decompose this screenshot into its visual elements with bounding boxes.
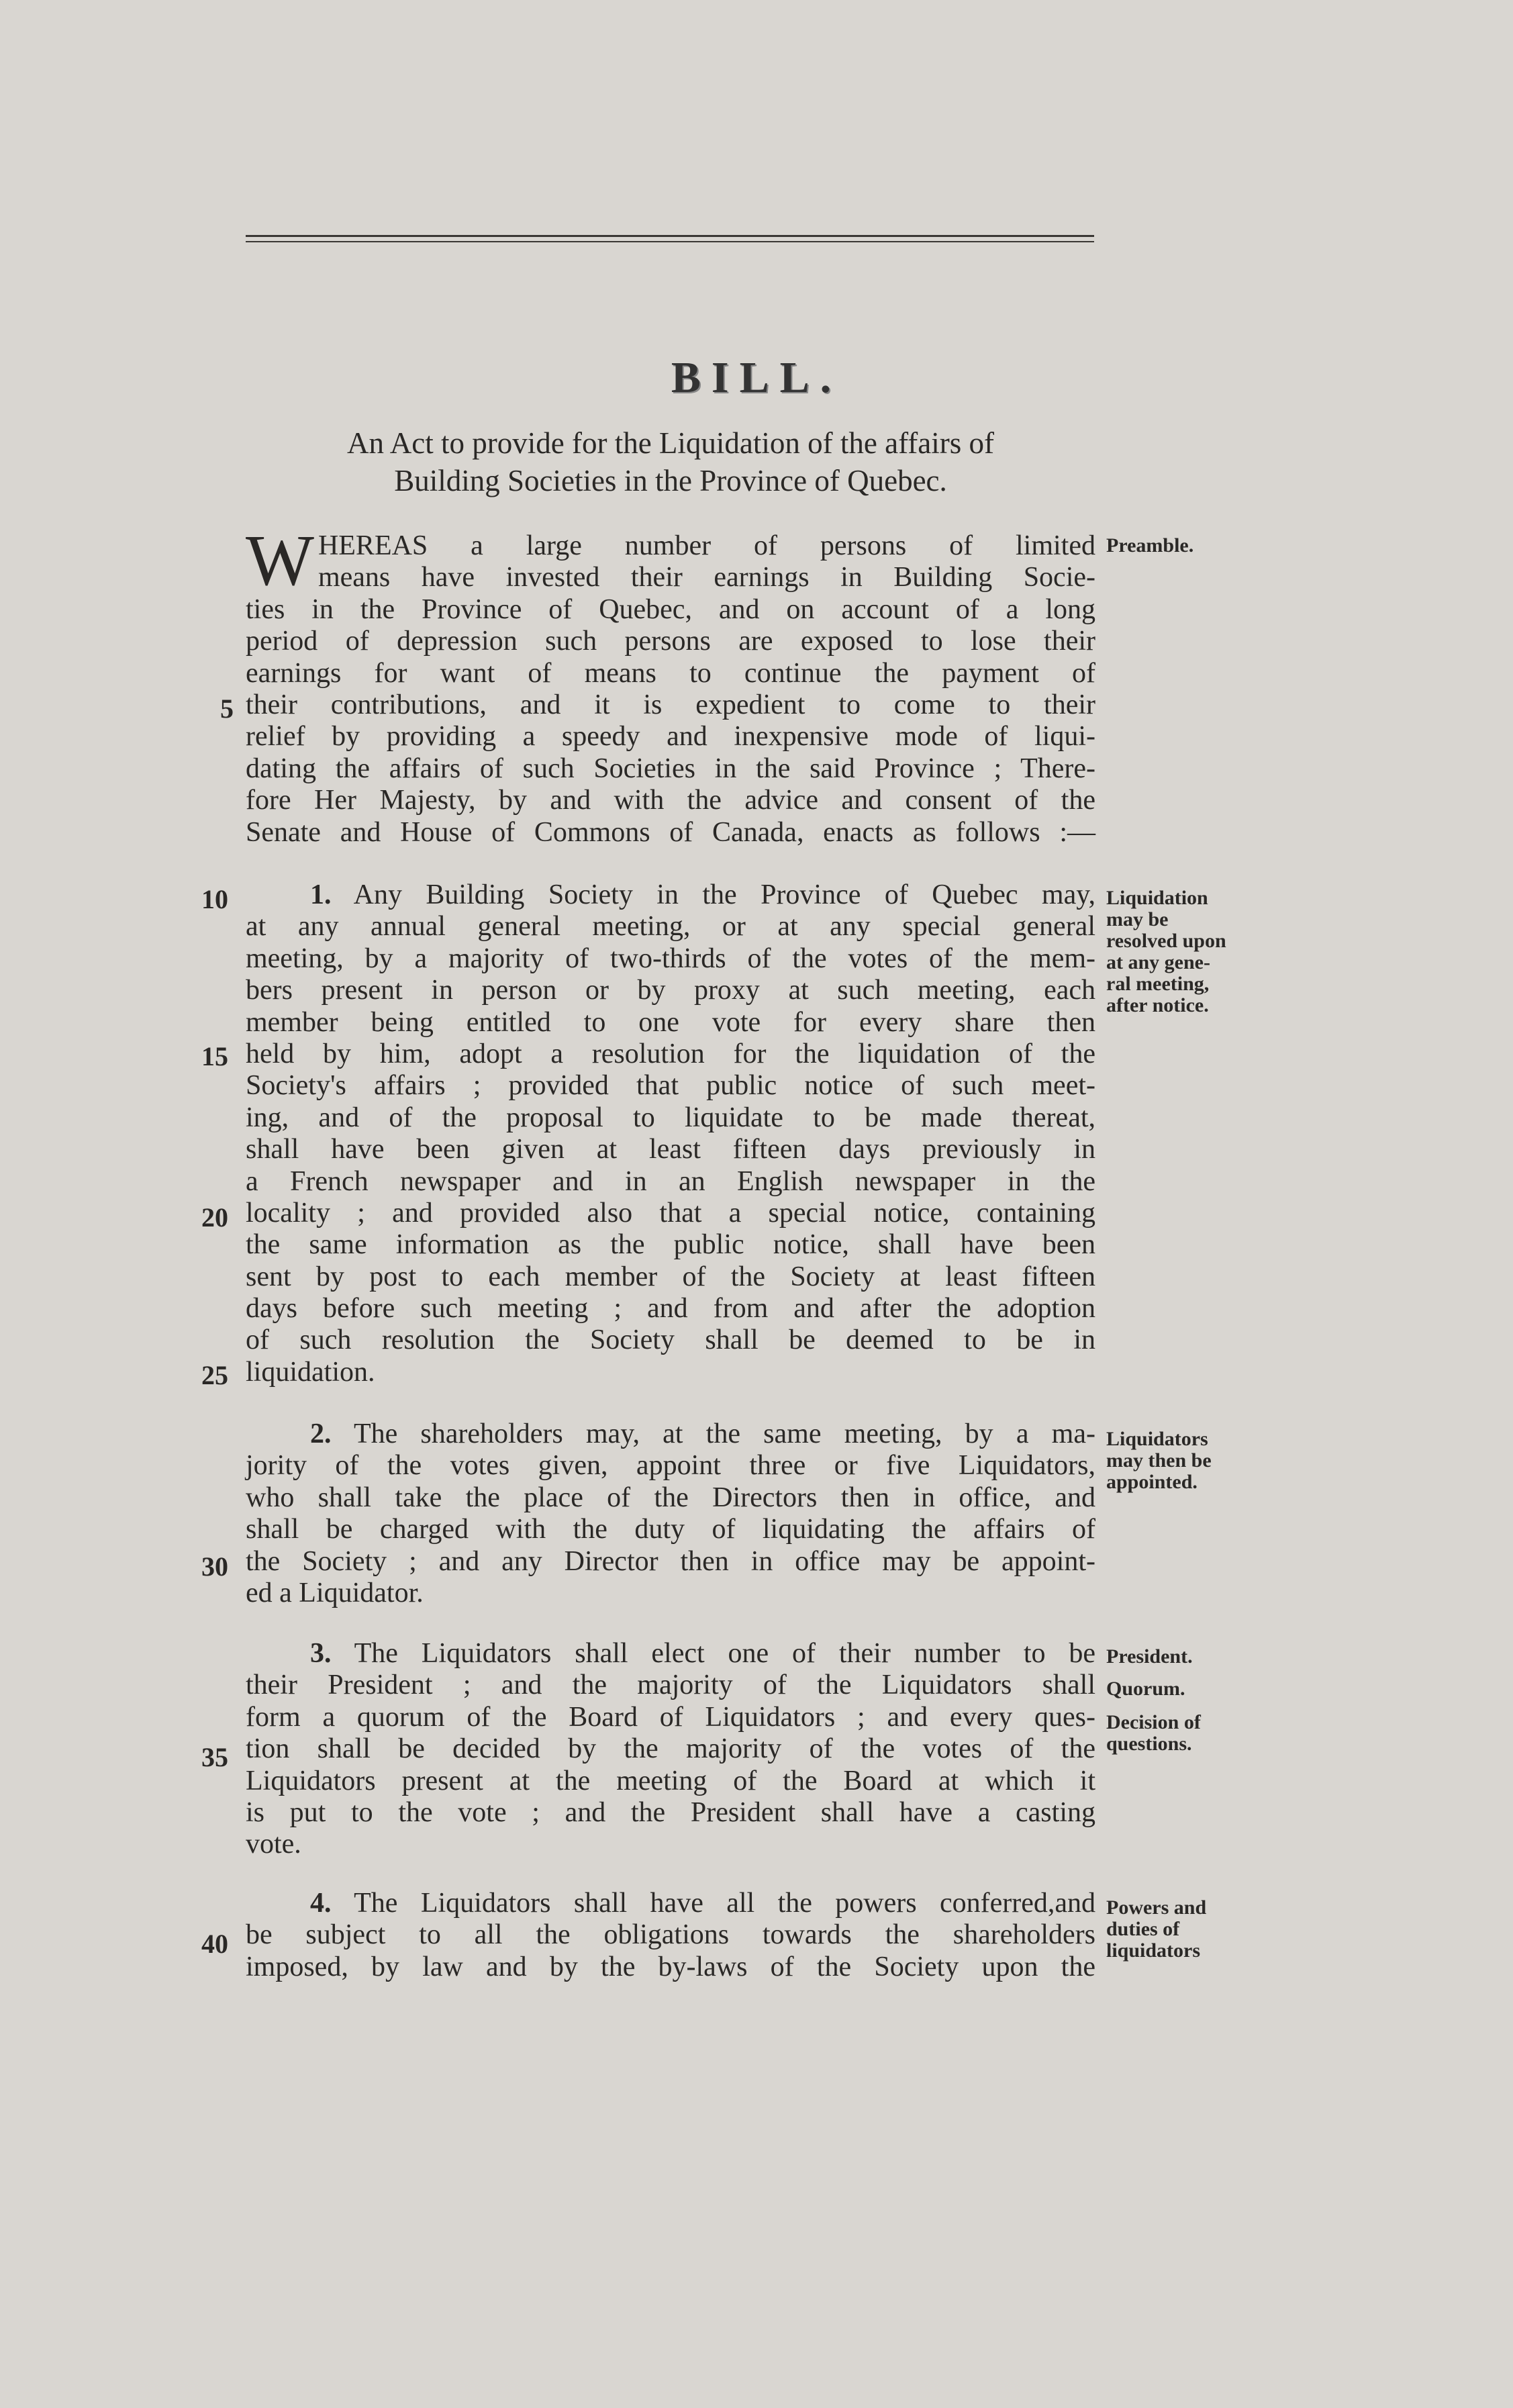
- text-line: meeting, by a majority of two-thirds of the votes of the mem-: [246, 943, 1095, 974]
- margin-note-line: Decision of: [1106, 1711, 1201, 1733]
- text-line: ed a Liquidator.: [246, 1577, 424, 1608]
- text-line: relief by providing a speedy and inexpensive mode of liqui-: [246, 721, 1095, 753]
- drop-cap: W: [246, 521, 314, 601]
- section-first-line: [246, 1888, 1095, 1919]
- text-line: days before such meeting ; and from and after the adoption: [246, 1293, 1095, 1325]
- section-2-paragraph: [246, 1418, 1095, 1609]
- margin-note-decision: [1106, 1712, 1274, 1755]
- text-line: of such resolution the Society shall be deemed to be in: [246, 1325, 1095, 1356]
- line-number: 30: [201, 1551, 228, 1582]
- text-line: a French newspaper and in an English newspaper in the: [246, 1165, 1095, 1197]
- text-line: shall have been given at least fifteen days previously in: [246, 1134, 1095, 1165]
- line-number: 5: [220, 693, 234, 724]
- margin-note-powers: [1106, 1897, 1274, 1962]
- text-run: Any Building Society in the Province of Quebec may,: [353, 879, 1096, 910]
- text-line: their President ; and the majority of the Liquidators shall: [246, 1670, 1095, 1701]
- text-line: dating the affairs of such Societies in the said Province ; There-: [246, 753, 1095, 784]
- text-line: held by him, adopt a resolution for the liquidation of the: [246, 1038, 1095, 1069]
- section-number: 2.: [310, 1418, 332, 1449]
- margin-note-line: may then be: [1106, 1449, 1212, 1472]
- section-number: 1.: [310, 879, 332, 910]
- text-line: vote.: [246, 1829, 301, 1860]
- margin-note-line: at any gene-: [1106, 951, 1210, 973]
- margin-note-line: after notice.: [1106, 994, 1209, 1016]
- text-line: the Society ; and any Director then in office may be appoint-: [246, 1545, 1095, 1577]
- line-number: 25: [201, 1360, 228, 1390]
- margin-note-line: questions.: [1106, 1733, 1192, 1755]
- preamble-paragraph: [246, 521, 1095, 849]
- text-line: earnings for want of means to continue the payment of: [246, 657, 1095, 689]
- section-first-line: [246, 1418, 1095, 1450]
- margin-note-line: Quorum.: [1106, 1678, 1185, 1700]
- text-line: shall be charged with the duty of liquidating the affairs of: [246, 1514, 1095, 1545]
- subtitle-line: An Act to provide for the Liquidation of the affairs of: [347, 426, 994, 460]
- margin-note-president: [1106, 1646, 1274, 1668]
- line-number: 10: [201, 884, 228, 914]
- line-number: 20: [201, 1202, 228, 1233]
- margin-note-line: may be: [1106, 908, 1169, 930]
- text-line: form a quorum of the Board of Liquidators ; and every ques-: [246, 1701, 1095, 1733]
- margin-note-line: Preamble.: [1106, 534, 1194, 557]
- margin-note-line: resolved upon: [1106, 930, 1226, 952]
- section-1-paragraph: [246, 879, 1095, 1388]
- text-line: ties in the Province of Quebec, and on account of a long: [246, 593, 1095, 625]
- text-line: ing, and of the proposal to liquidate to be made thereat,: [246, 1102, 1095, 1133]
- text-line: the same information as the public notice, shall have been: [246, 1229, 1095, 1261]
- text-line: period of depression such persons are exposed to lose their: [246, 626, 1095, 657]
- header-rule-top: [246, 235, 1094, 237]
- text-line: locality ; and provided also that a special notice, containing: [246, 1197, 1095, 1229]
- text-line: means have invested their earnings in Building Socie-: [318, 562, 1095, 593]
- text-line: imposed, by law and by the by-laws of the Society upon the: [246, 1951, 1095, 1982]
- text-line: HEREAS a large number of persons of limited: [318, 530, 1095, 561]
- text-line: be subject to all the obligations towards the shareholders: [246, 1919, 1095, 1951]
- line-number: 15: [201, 1041, 228, 1071]
- margin-note-line: appointed.: [1106, 1471, 1198, 1493]
- text-line: Liquidators present at the meeting of the Board at which it: [246, 1765, 1095, 1796]
- margin-note-line: Liquidation: [1106, 887, 1208, 909]
- margin-note-preamble: [1106, 535, 1274, 557]
- section-first-line: [246, 879, 1095, 911]
- text-line: jority of the votes given, appoint three or five Liquidators,: [246, 1450, 1095, 1482]
- margin-note-line: Powers and: [1106, 1896, 1207, 1919]
- section-4-paragraph: [246, 1888, 1095, 1983]
- text-line: member being entitled to one vote for every share then: [246, 1006, 1095, 1038]
- margin-note-line: liquidators: [1106, 1939, 1201, 1962]
- text-line: fore Her Majesty, by and with the advice and consent of the: [246, 785, 1095, 816]
- text-line: Society's affairs ; provided that public notice of such meet-: [246, 1070, 1095, 1102]
- section-number: 3.: [310, 1638, 332, 1669]
- bill-subtitle: [246, 424, 1095, 499]
- text-line: Senate and House of Commons of Canada, enacts as follows :—: [246, 816, 1095, 848]
- text-line: bers present in person or by proxy at such meeting, each: [246, 975, 1095, 1006]
- text-line: who shall take the place of the Directors then in office, and: [246, 1482, 1095, 1513]
- text-line: tion shall be decided by the majority of the votes of the: [246, 1733, 1095, 1765]
- bill-title: BILL.: [671, 353, 842, 402]
- margin-note-liquidation: [1106, 887, 1274, 1016]
- line-number: 40: [201, 1929, 228, 1959]
- text-line: sent by post to each member of the Society at least fifteen: [246, 1261, 1095, 1292]
- margin-note-line: ral meeting,: [1106, 973, 1210, 995]
- line-number: 35: [201, 1742, 228, 1772]
- subtitle-line: Building Societies in the Province of Quebec.: [394, 464, 947, 497]
- margin-note-line: duties of: [1106, 1918, 1180, 1940]
- text-line: their contributions, and it is expedient to come to their: [246, 689, 1095, 720]
- section-3-paragraph: [246, 1638, 1095, 1861]
- text-run: The Liquidators shall have all the powers conferred,and: [354, 1888, 1095, 1919]
- section-number: 4.: [310, 1888, 332, 1919]
- header-rule-bottom: [246, 241, 1094, 242]
- margin-note-liquidators: [1106, 1429, 1274, 1493]
- margin-note-line: Liquidators: [1106, 1428, 1208, 1450]
- text-line: liquidation.: [246, 1356, 375, 1388]
- margin-note-quorum: [1106, 1678, 1274, 1700]
- text-line: at any annual general meeting, or at any special general: [246, 911, 1095, 943]
- margin-note-line: President.: [1106, 1645, 1193, 1668]
- text-line: is put to the vote ; and the President shall have a casting: [246, 1796, 1095, 1828]
- text-run: The shareholders may, at the same meeting, by a ma-: [353, 1418, 1095, 1449]
- section-first-line: [246, 1638, 1095, 1670]
- text-run: The Liquidators shall elect one of their number to be: [354, 1638, 1095, 1669]
